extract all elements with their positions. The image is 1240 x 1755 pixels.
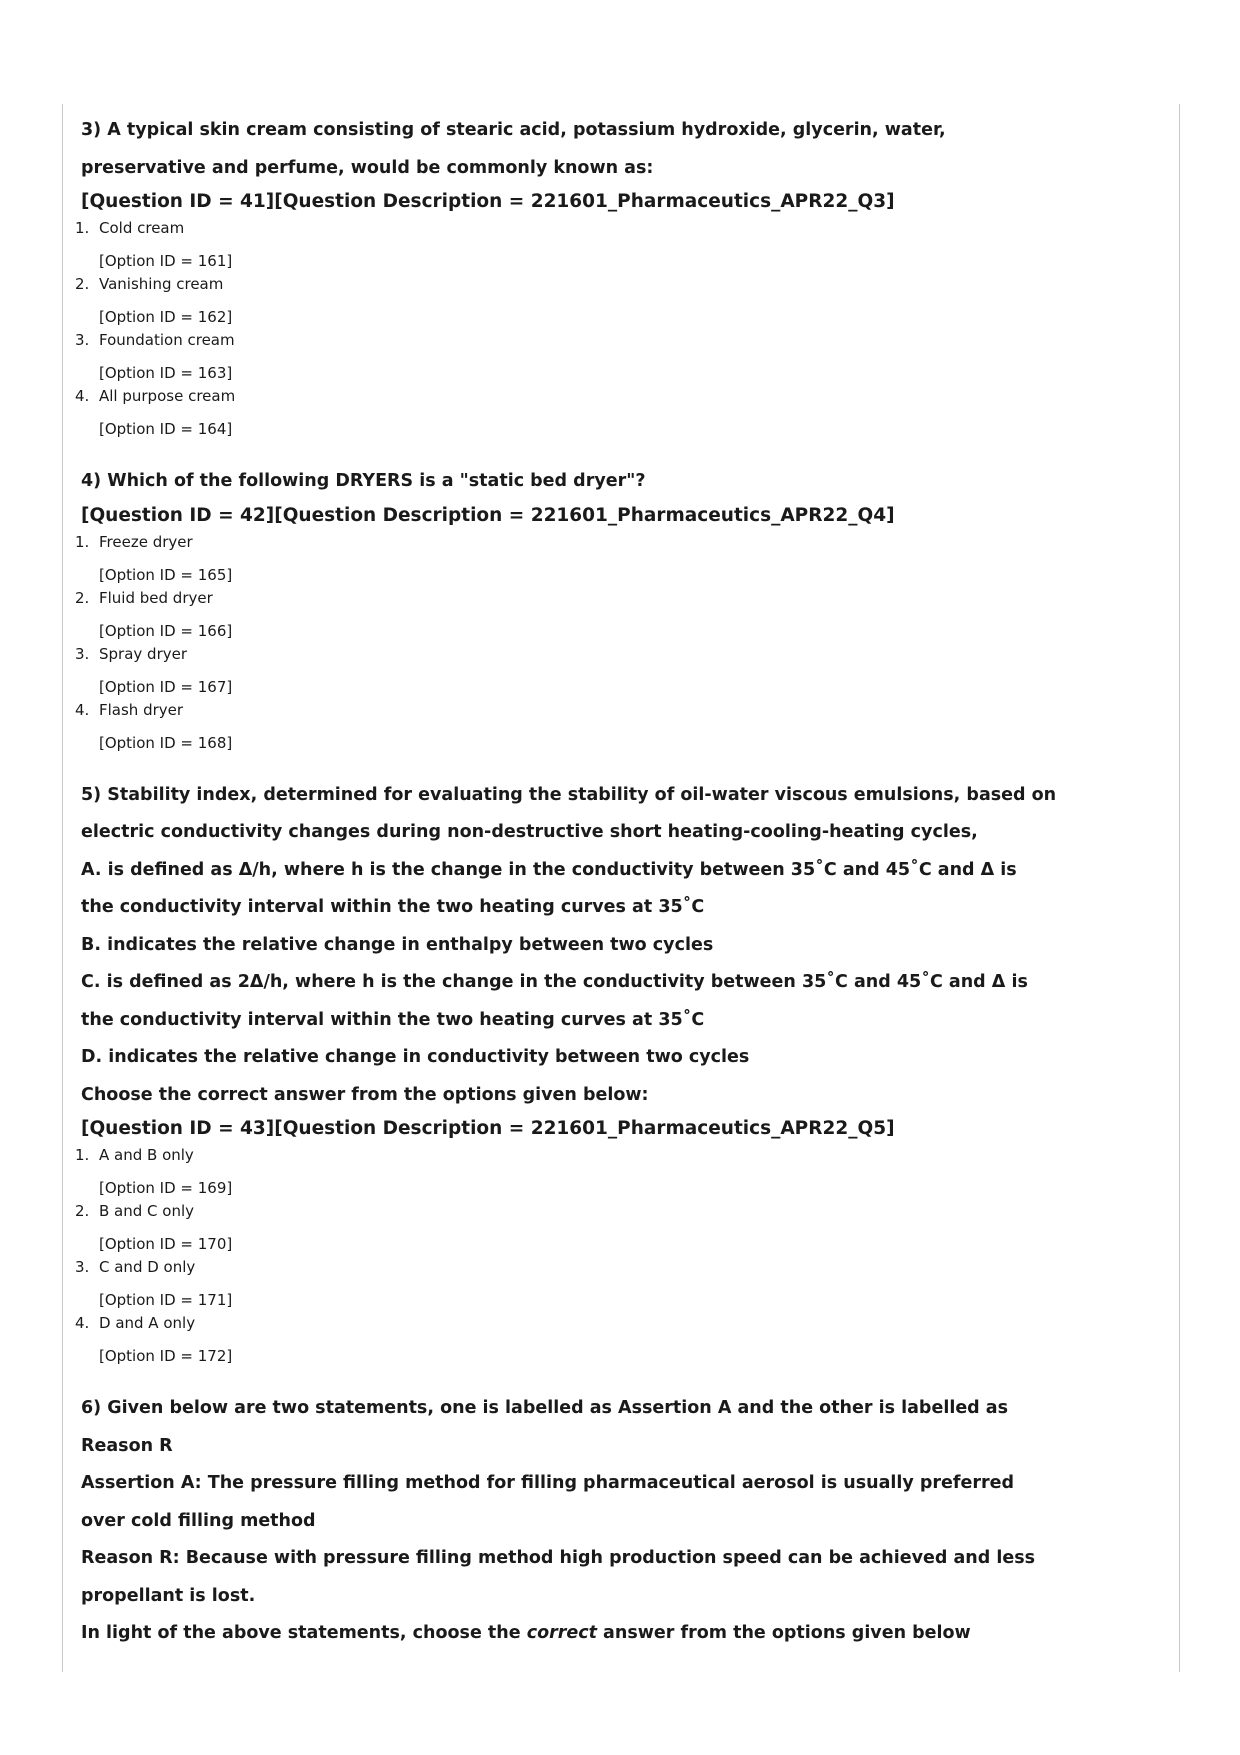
question-4 xyxy=(75,463,1141,755)
question-text-line: Choose the correct answer from the options given below: xyxy=(81,1084,649,1105)
question-text-line: preservative and perfume, would be commonly known as: xyxy=(81,157,654,178)
question-text-line: D. indicates the relative change in conductivity between two cycles xyxy=(81,1047,750,1067)
option-list xyxy=(75,217,1141,441)
option-text: Vanishing cream xyxy=(99,275,224,293)
option-id: [Option ID = 172] xyxy=(99,1347,233,1365)
option-text: All purpose cream xyxy=(99,387,236,405)
option-list xyxy=(75,531,1141,755)
option-id: [Option ID = 169] xyxy=(99,1179,233,1197)
option-item xyxy=(75,1144,1141,1200)
question-text-line: the conductivity interval within the two heating curves at 35˚C xyxy=(81,1009,705,1030)
option-number: 4. xyxy=(75,387,90,405)
option-number: 3. xyxy=(75,331,90,349)
option-item xyxy=(75,1312,1141,1368)
option-item xyxy=(75,643,1141,699)
emphasis-text: correct xyxy=(526,1623,597,1643)
option-text: Freeze dryer xyxy=(99,532,193,551)
option-number: 1. xyxy=(75,1146,90,1164)
question-text-line: C. is defined as 2Δ/h, where h is the change in the conductivity between 35˚C and 45˚C and Δ is xyxy=(81,972,1028,992)
question-list xyxy=(75,112,1141,1673)
option-item xyxy=(75,217,1141,273)
option-id: [Option ID = 163] xyxy=(99,364,233,382)
option-text: Flash dryer xyxy=(99,700,184,719)
option-id: [Option ID = 165] xyxy=(99,565,233,584)
option-text: Fluid bed dryer xyxy=(99,588,213,607)
option-text: Cold cream xyxy=(99,219,185,237)
question-text-line xyxy=(81,1615,1141,1653)
question-6 xyxy=(81,1390,1141,1653)
option-id: [Option ID = 166] xyxy=(99,621,233,640)
question-3 xyxy=(75,112,1141,441)
question-text-line: Assertion A: The pressure filling method for filling pharmaceutical aerosol is usually preferred xyxy=(81,1473,1015,1493)
text-span: In light of the above statements, choose the xyxy=(81,1623,527,1643)
text-span: answer from the options given below xyxy=(596,1623,971,1643)
option-id: [Option ID = 164] xyxy=(99,420,233,438)
option-id: [Option ID = 162] xyxy=(99,308,233,326)
option-item xyxy=(75,1200,1141,1256)
option-text: D and A only xyxy=(99,1314,196,1332)
question-text-line: 4) Which of the following DRYERS is a "static bed dryer"? xyxy=(81,471,646,491)
option-item xyxy=(75,587,1141,643)
option-item xyxy=(75,385,1141,441)
option-number: 3. xyxy=(75,1258,90,1276)
question-text-line: A. is defined as Δ/h, where h is the change in the conductivity between 35˚C and 45˚C and Δ is xyxy=(81,859,1017,880)
option-text: Spray dryer xyxy=(99,644,188,663)
question-id-line: [Question ID = 41][Question Description = 221601_Pharmaceutics_APR22_Q3] xyxy=(81,191,895,212)
option-number: 3. xyxy=(75,644,90,663)
option-number: 4. xyxy=(75,1314,90,1332)
option-id: [Option ID = 171] xyxy=(99,1291,233,1309)
question-text-line: electric conductivity changes during non-destructive short heating-cooling-heating cycles, xyxy=(81,822,978,842)
option-item xyxy=(75,1256,1141,1312)
option-number: 2. xyxy=(75,588,90,607)
option-id: [Option ID = 167] xyxy=(99,677,233,696)
option-item xyxy=(75,329,1141,385)
option-id: [Option ID = 170] xyxy=(99,1235,233,1253)
question-id-line: [Question ID = 43][Question Description = 221601_Pharmaceutics_APR22_Q5] xyxy=(81,1118,895,1139)
question-text-line: Reason R: Because with pressure filling method high production speed can be achieved and less xyxy=(81,1548,1036,1568)
option-text: Foundation cream xyxy=(99,331,235,349)
option-id: [Option ID = 168] xyxy=(99,733,233,752)
question-text-line: B. indicates the relative change in enthalpy between two cycles xyxy=(81,934,714,955)
question-text-line: the conductivity interval within the two heating curves at 35˚C xyxy=(81,897,705,917)
question-text-line: Reason R xyxy=(81,1435,173,1456)
page-border-left xyxy=(62,104,63,1672)
option-number: 1. xyxy=(75,219,90,237)
question-5 xyxy=(75,777,1141,1369)
option-id: [Option ID = 161] xyxy=(99,252,233,270)
option-item xyxy=(75,531,1141,587)
option-item xyxy=(75,699,1141,755)
option-list xyxy=(75,1144,1141,1368)
option-text: C and D only xyxy=(99,1258,196,1276)
question-text-line: 3) A typical skin cream consisting of stearic acid, potassium hydroxide, glycerin, water, xyxy=(81,120,946,140)
option-number: 4. xyxy=(75,700,90,719)
question-text-line: propellant is lost. xyxy=(81,1585,256,1606)
question-text-line: over cold filling method xyxy=(81,1510,316,1531)
question-id-line: [Question ID = 42][Question Description = 221601_Pharmaceutics_APR22_Q4] xyxy=(81,504,895,526)
option-number: 2. xyxy=(75,275,90,293)
page-border-right xyxy=(1179,104,1180,1672)
question-text-line: 5) Stability index, determined for evaluating the stability of oil-water viscous emulsions, based on xyxy=(81,784,1057,805)
option-item xyxy=(75,273,1141,329)
option-text: B and C only xyxy=(99,1202,195,1220)
option-number: 1. xyxy=(75,532,90,551)
option-number: 2. xyxy=(75,1202,90,1220)
option-text: A and B only xyxy=(99,1146,194,1164)
question-text-line: 6) Given below are two statements, one is labelled as Assertion A and the other is labelled as xyxy=(81,1398,1009,1418)
